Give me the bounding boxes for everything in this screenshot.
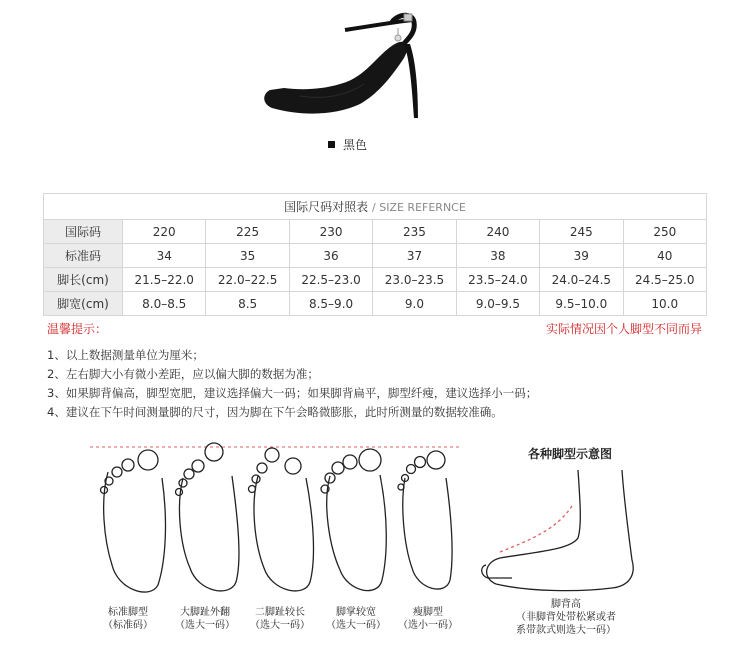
table-title-row (44, 194, 707, 220)
table-cell: 8.5–9.0 (289, 292, 372, 316)
tips-item: 2、左右脚大小有微小差距，应以偏大脚的数据为准； (47, 367, 319, 381)
table-cell: 8.5 (206, 292, 289, 316)
table-row (44, 292, 707, 316)
table-cell: 22.5–23.0 (289, 268, 372, 292)
side-view-caption (496, 598, 636, 637)
side-caption-line: （非脚背处带松紧或者 (516, 612, 616, 623)
foot-outline-bunion-icon (176, 443, 239, 591)
foot-caption-slim (388, 606, 468, 632)
table-cell: 21.5–22.0 (123, 268, 206, 292)
foot-caption-advice: （选大一码） (175, 620, 235, 631)
table-cell: 23.0–23.5 (373, 268, 456, 292)
foot-outline-standard-icon (101, 450, 166, 592)
row-header: 脚长(cm) (44, 268, 123, 292)
side-caption-line: 系带款式则选大一码） (516, 625, 616, 636)
table-cell: 35 (206, 244, 289, 268)
foot-outline-wide-forefoot-icon (321, 449, 386, 591)
table-cell: 36 (289, 244, 372, 268)
foot-outline-long-second-toe-icon (249, 448, 314, 591)
tips-disclaimer: 实际情况因个人脚型不同而异 (545, 322, 702, 336)
side-caption-line: 脚背高 (551, 599, 581, 610)
foot-caption-wide-forefoot (316, 606, 396, 632)
foot-caption-name: 脚掌较宽 (336, 607, 376, 618)
tips-list (47, 346, 537, 422)
side-view-title: 各种脚型示意图 (528, 447, 613, 461)
tips-item: 4、建议在下午时间测量脚的尺寸，因为脚在下午会略微膨胀，此时所测量的数据较准确。 (47, 405, 503, 419)
foot-side-view-icon (482, 470, 633, 591)
table-cell: 9.5–10.0 (540, 292, 623, 316)
tips-item: 1、以上数据测量单位为厘米； (47, 348, 204, 362)
foot-type-illustrations (0, 430, 750, 670)
color-option (328, 136, 367, 153)
row-header: 脚宽(cm) (44, 292, 123, 316)
table-cell: 225 (206, 220, 289, 244)
table-cell: 24.5–25.0 (623, 268, 706, 292)
table-cell: 34 (123, 244, 206, 268)
table-row (44, 244, 707, 268)
table-title-cell (44, 194, 707, 220)
table-cell: 37 (373, 244, 456, 268)
table-cell: 9.0 (373, 292, 456, 316)
foot-caption-advice: （标准码） (103, 620, 153, 631)
foot-caption-name: 二脚趾较长 (255, 607, 305, 618)
foot-caption-advice: （选小一码） (398, 620, 458, 631)
color-name: 黑色 (343, 138, 368, 152)
table-cell: 8.0–8.5 (123, 292, 206, 316)
row-header: 国际码 (44, 220, 123, 244)
table-cell: 24.0–24.5 (540, 268, 623, 292)
foot-caption-long-second-toe (240, 606, 320, 632)
tips-title: 温馨提示： (47, 322, 108, 336)
table-cell: 23.5–24.0 (456, 268, 539, 292)
table-title: 国际尺码对照表 (284, 200, 369, 214)
table-cell: 230 (289, 220, 372, 244)
table-subtitle: / SIZE REFERNCE (372, 201, 466, 214)
table-cell: 38 (456, 244, 539, 268)
foot-caption-name: 瘦脚型 (413, 607, 443, 618)
table-cell: 220 (123, 220, 206, 244)
table-cell: 22.0–22.5 (206, 268, 289, 292)
foot-caption-standard (88, 606, 168, 632)
table-row (44, 268, 707, 292)
table-row (44, 220, 707, 244)
table-cell: 39 (540, 244, 623, 268)
foot-caption-advice: （选大一码） (250, 620, 310, 631)
foot-caption-advice: （选大一码） (326, 620, 386, 631)
foot-caption-name: 大脚趾外翻 (180, 607, 230, 618)
table-cell: 40 (623, 244, 706, 268)
table-cell: 250 (623, 220, 706, 244)
table-cell: 245 (540, 220, 623, 244)
shoe-product-image (0, 0, 750, 170)
tips-item: 3、如果脚背偏高，脚型宽肥，建议选择偏大一码；如果脚背扁平，脚型纤瘦，建议选择小一码； (47, 386, 538, 400)
row-header: 标准码 (44, 244, 123, 268)
foot-caption-bunion (165, 606, 245, 632)
foot-caption-name: 标准脚型 (108, 607, 148, 618)
table-cell: 235 (373, 220, 456, 244)
foot-outline-slim-icon (398, 451, 452, 589)
table-cell: 10.0 (623, 292, 706, 316)
size-chart-table (43, 193, 707, 316)
table-cell: 240 (456, 220, 539, 244)
color-swatch (328, 141, 335, 148)
table-cell: 9.0–9.5 (456, 292, 539, 316)
